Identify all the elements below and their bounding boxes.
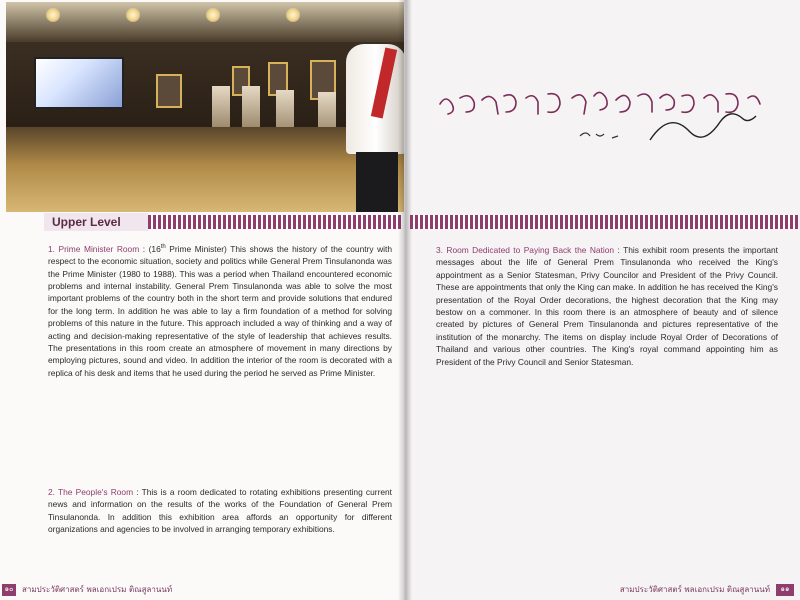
mannequin-legs xyxy=(356,152,398,212)
wall-portrait xyxy=(156,74,182,108)
right-footer xyxy=(500,582,800,600)
signature-image xyxy=(430,84,770,154)
book-gutter xyxy=(398,0,412,600)
left-footer xyxy=(0,582,400,600)
museum-photo xyxy=(6,2,404,212)
photo-floor xyxy=(6,127,404,212)
page-number: ๑๐ xyxy=(2,584,16,596)
running-footer: สามประวัติศาสตร์ พลเอกเปรม ติณสูลานนท์ xyxy=(22,585,173,594)
paragraph-peoples-room xyxy=(48,486,392,536)
ceiling-lamp xyxy=(206,8,220,22)
paragraph-body: : This exhibit room presents the important messages about the life of General Prem Tinsulanonda who received the King's appointment as a Senior Statesman, Privy Councilor and President of the Privy Council. These are appointments that only the King can make. In addition he has received the King's presentation of the Royal Order decorations, the highest decoration that the King may bestow on a commoner. In this room there is an atmosphere of beauty and of silence created by pictures of General Prem Tinsulanonda and pictures representative of the institution of the monarchy. The items on display include Royal Order of Decorations of Thailand and various other countries. The King's royal command appointing him as President of the Privy Council and Senior Statesman. xyxy=(436,245,779,367)
paragraph-body: Prime Minister) This shows the history of the country with respect to the economic situation, society and politics while General Prem Tinsulanonda was the Prime Minister (1980 to 1988). This was a period when Thailand encountered economic problems and internal instability. General Prem Tinsulanonda was able to solve the most important problems of the country both in the short term and provide solutions that endured for the long term. In addition he was able to lay a firm foundation of a method for solving problems of this nature in the future. This approach included a way of thinking and a way of acting and decision-making representative of the style of leadership that achieves results. The presentations in this room create an atmosphere of movement in many directions by employing pictures, sound and video. In addition the interior of the room is decorated with a replica of his desk and items that he used during the period he served as Prime Minister. xyxy=(48,243,392,378)
video-screen xyxy=(34,57,124,109)
paragraph-lead: 1. Prime Minister Room xyxy=(48,243,140,254)
paragraph-body: : This is a room dedicated to rotating exhibitions presenting current news and information on the results of the works of the Foundation of General Prem Tinsulanonda. In addition this exhibition area affords an opportunity for different organizations and agencies to be involved in arranging temporary exhibitions. xyxy=(48,487,392,535)
paragraph-paying-back-nation-room xyxy=(436,244,778,368)
paragraph-lead: 3. Room Dedicated to Paying Back the Nation xyxy=(436,245,615,255)
paragraph-prefix: : (16 xyxy=(139,243,161,254)
section-stripe xyxy=(148,215,402,229)
ceiling-lamp xyxy=(286,8,300,22)
section-title: Upper Level xyxy=(44,213,148,231)
ceiling-lamp xyxy=(46,8,60,22)
ceiling-lamp xyxy=(126,8,140,22)
section-stripe-right xyxy=(410,215,798,229)
page-number: ๑๑ xyxy=(776,584,794,596)
section-header xyxy=(44,213,402,231)
photo-ceiling xyxy=(6,2,404,42)
ordinal-suffix: th xyxy=(160,244,166,250)
paragraph-lead: 2. The People's Room xyxy=(48,487,134,497)
running-footer: สามประวัติศาสตร์ พลเอกเปรม ติณสูลานนท์ xyxy=(619,585,770,594)
paragraph-prime-minister-room xyxy=(48,241,392,379)
